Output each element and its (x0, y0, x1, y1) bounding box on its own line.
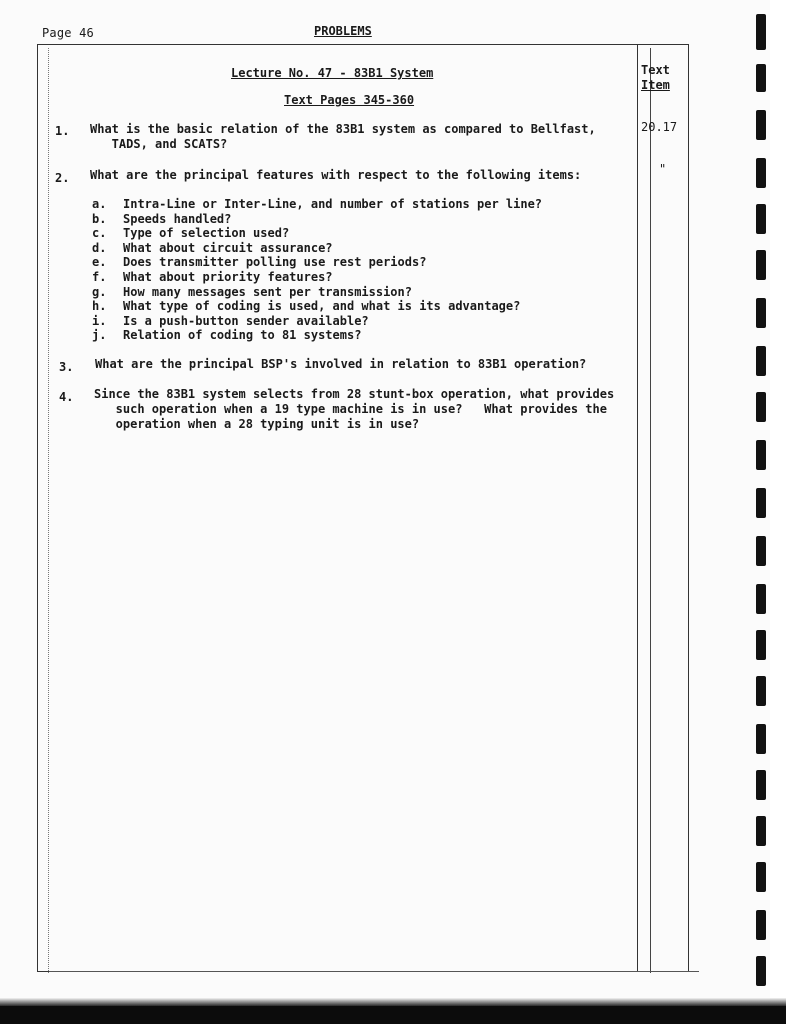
binding-hole (756, 440, 766, 470)
question-number: 3. (59, 360, 74, 374)
lecture-title: Lecture No. 47 - 83B1 System (231, 66, 434, 80)
binding-hole (756, 862, 766, 892)
question-text: What are the principal features with respect to the following items: (90, 168, 582, 182)
list-item: i. Is a push-button sender available? (92, 313, 369, 328)
column-header-line2: Item (641, 78, 670, 92)
page-number: Page 46 (42, 26, 94, 40)
binding-hole (756, 250, 766, 280)
binding-hole (756, 630, 766, 660)
list-item: e. Does transmitter polling use rest periods? (92, 255, 427, 270)
list-item: h. What type of coding is used, and what is its advantage? (92, 299, 521, 314)
binding-hole (756, 956, 766, 986)
page-right-edge (770, 0, 786, 1024)
list-item: j. Relation of coding to 81 systems? (92, 328, 362, 343)
question-text: What are the principal BSP's involved in relation to 83B1 operation? (95, 357, 587, 371)
binding-hole (756, 110, 766, 140)
frame-inner-right-rule (650, 48, 651, 973)
frame-bottom-rule (49, 971, 699, 974)
section-title: PROBLEMS (314, 24, 372, 38)
question-number: 4. (59, 390, 74, 404)
binding-hole (756, 204, 766, 234)
question-number: 1. (55, 124, 70, 138)
question-number: 2. (55, 171, 70, 185)
column-divider (637, 44, 638, 972)
binding-hole (756, 676, 766, 706)
sub-item-list (92, 197, 542, 343)
list-item: a. Intra-Line or Inter-Line, and number of stations per line? (92, 197, 543, 211)
list-item: c. Type of selection used? (92, 226, 290, 241)
binding-hole (756, 816, 766, 846)
binding-hole (756, 158, 766, 188)
binding-hole (756, 584, 766, 614)
binding-hole (756, 298, 766, 328)
text-pages: Text Pages 345-360 (284, 93, 415, 107)
binding-hole (756, 392, 766, 422)
binding-hole (756, 14, 766, 50)
content-frame (37, 44, 689, 972)
binding-hole (756, 488, 766, 518)
question-text: Since the 83B1 system selects from 28 stunt-box operation, what provides such operation when a 19 type machine is in use? What provides the operation when a 28 typing unit is in use? (94, 387, 615, 431)
binding-hole (756, 64, 766, 92)
binding-hole (756, 770, 766, 800)
reference-question-1: 20.17 (641, 120, 678, 134)
list-item: b. Speeds handled? (92, 211, 232, 226)
binding-hole (756, 724, 766, 754)
binding-hole (756, 910, 766, 940)
text-item-column-header (641, 63, 670, 93)
list-item: d. What about circuit assurance? (92, 240, 333, 255)
binding-hole (756, 346, 766, 376)
column-header-line1: Text (641, 63, 670, 77)
reference-question-2: " (659, 162, 667, 176)
list-item: f. What about priority features? (92, 269, 333, 284)
question-text: What is the basic relation of the 83B1 system as compared to Bellfast, TADS, and SCATS? (90, 122, 596, 151)
frame-inner-left-rule (48, 48, 49, 973)
list-item: g. How many messages sent per transmission? (92, 284, 412, 299)
scan-bottom-edge (0, 1004, 786, 1024)
binding-hole (756, 536, 766, 566)
